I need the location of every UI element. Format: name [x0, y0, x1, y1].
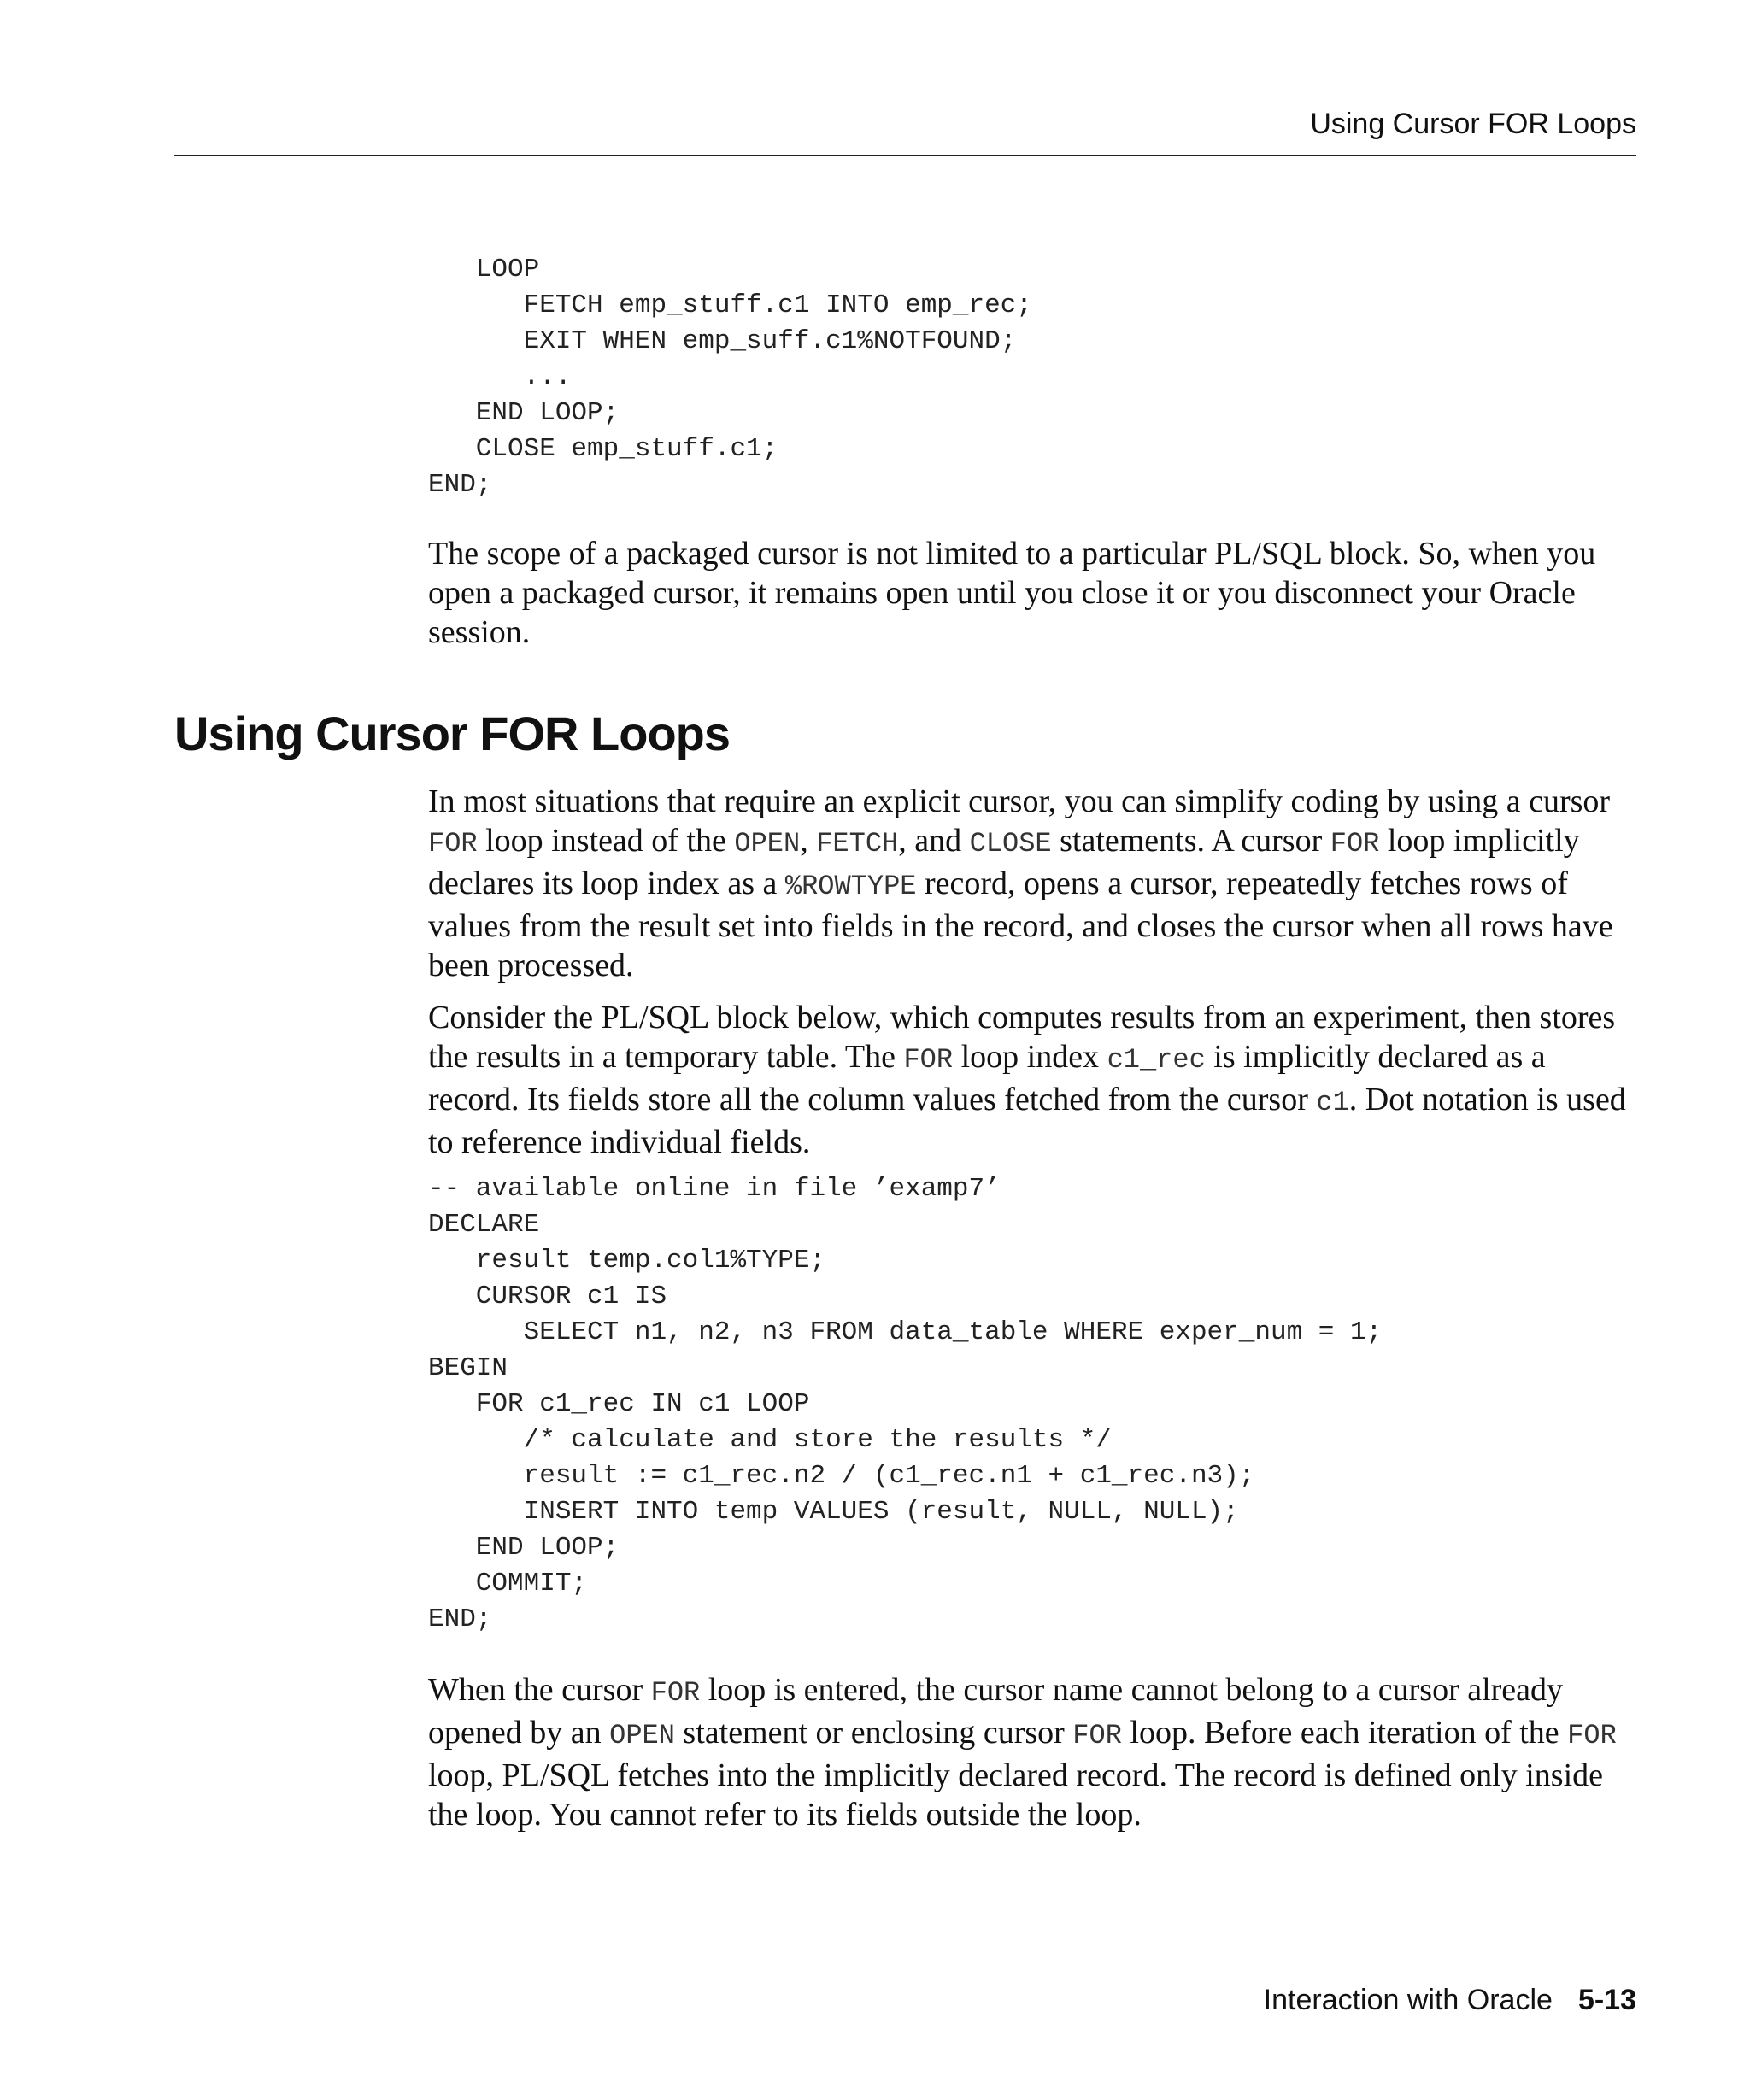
text-run: statement or enclosing cursor [674, 1715, 1073, 1751]
paragraph-packaged-cursor-scope: The scope of a packaged cursor is not limited to a particular PL/SQL block. So, when you open a packaged cursor, it remains open until you close it or you disconnect your Oracle session. [428, 536, 1596, 650]
paragraph-example-description [428, 998, 1641, 1162]
inline-code: OPEN [609, 1720, 675, 1751]
inline-code: FOR [1567, 1720, 1617, 1751]
footer-chapter-title: Interaction with Oracle [1263, 1984, 1553, 2016]
text-run: loop, PL/SQL fetches into the implicitly declared record. The record is defined only inside the loop. You cannot refer to its fields outside the loop. [428, 1757, 1604, 1833]
inline-code: OPEN [734, 828, 801, 859]
page-number: 5-13 [1577, 1984, 1636, 2016]
code-block-package-cursor: LOOP FETCH emp_stuff.c1 INTO emp_rec; EXIT WHEN emp_suff.c1%NOTFOUND; ... END LOOP; CLOSE emp_stuff.c1; END; [428, 255, 1032, 500]
text-run: . Dot notation is used to reference individual fields. [428, 1082, 1626, 1160]
text-run: loop is entered, the cursor name cannot belong to a cursor already opened by an [428, 1672, 1564, 1751]
inline-code: FOR [903, 1044, 954, 1076]
header-rule [174, 155, 1636, 156]
text-run: In most situations that require an explicit cursor, you can simplify coding by using a cursor [428, 783, 1611, 819]
paragraph-cursor-for-intro [428, 782, 1641, 985]
text-run: loop index [953, 1039, 1107, 1075]
inline-code: c1 [1316, 1087, 1349, 1118]
text-run: loop instead of the [477, 823, 735, 859]
paragraph-cursor-for-rules [428, 1670, 1641, 1834]
inline-code: FETCH [816, 828, 899, 859]
text-run: record, opens a cursor, repeatedly fetches rows of values from the result set into fields in the record, and closes the cursor when all rows have been processed. [428, 865, 1613, 983]
text-run: , and [898, 823, 970, 859]
inline-code: CLOSE [969, 828, 1052, 859]
text-run: Consider the PL/SQL block below, which computes results from an experiment, then stores the results in a temporary table. The [428, 1000, 1616, 1075]
text-run: statements. A cursor [1051, 823, 1330, 859]
inline-code: FOR [428, 828, 478, 859]
running-header: Using Cursor FOR Loops [1310, 108, 1636, 140]
inline-code: FOR [1072, 1720, 1122, 1751]
inline-code: FOR [1330, 828, 1380, 859]
text-run: , [800, 823, 817, 859]
text-run: is implicitly declared as a record. Its fields store all the column values fetched from the cursor [428, 1039, 1546, 1117]
inline-code: %ROWTYPE [784, 871, 917, 902]
section-title: Using Cursor FOR Loops [174, 707, 730, 760]
page-footer [1264, 1984, 1636, 2017]
inline-code: c1_rec [1107, 1044, 1206, 1076]
text-run: loop implicitly declares its loop index as a [428, 823, 1580, 901]
inline-code: FOR [650, 1677, 701, 1709]
text-run: loop. Before each iteration of the [1121, 1715, 1568, 1751]
code-block-examp7: -- available online in file ’examp7’ DECLARE result temp.col1%TYPE; CURSOR c1 IS SELECT n1, n2, n3 FROM data_table WHERE exper_num = 1; BEGIN FOR c1_rec IN c1 LOOP /* calculate and store the results */ result := c1_rec.n2 / (c1_rec.n1 + c1_rec.n3); INSERT INTO temp VALUES (result, NULL, NULL); END LOOP; COMMIT; END; [428, 1174, 1383, 1634]
text-run: When the cursor [428, 1672, 651, 1708]
